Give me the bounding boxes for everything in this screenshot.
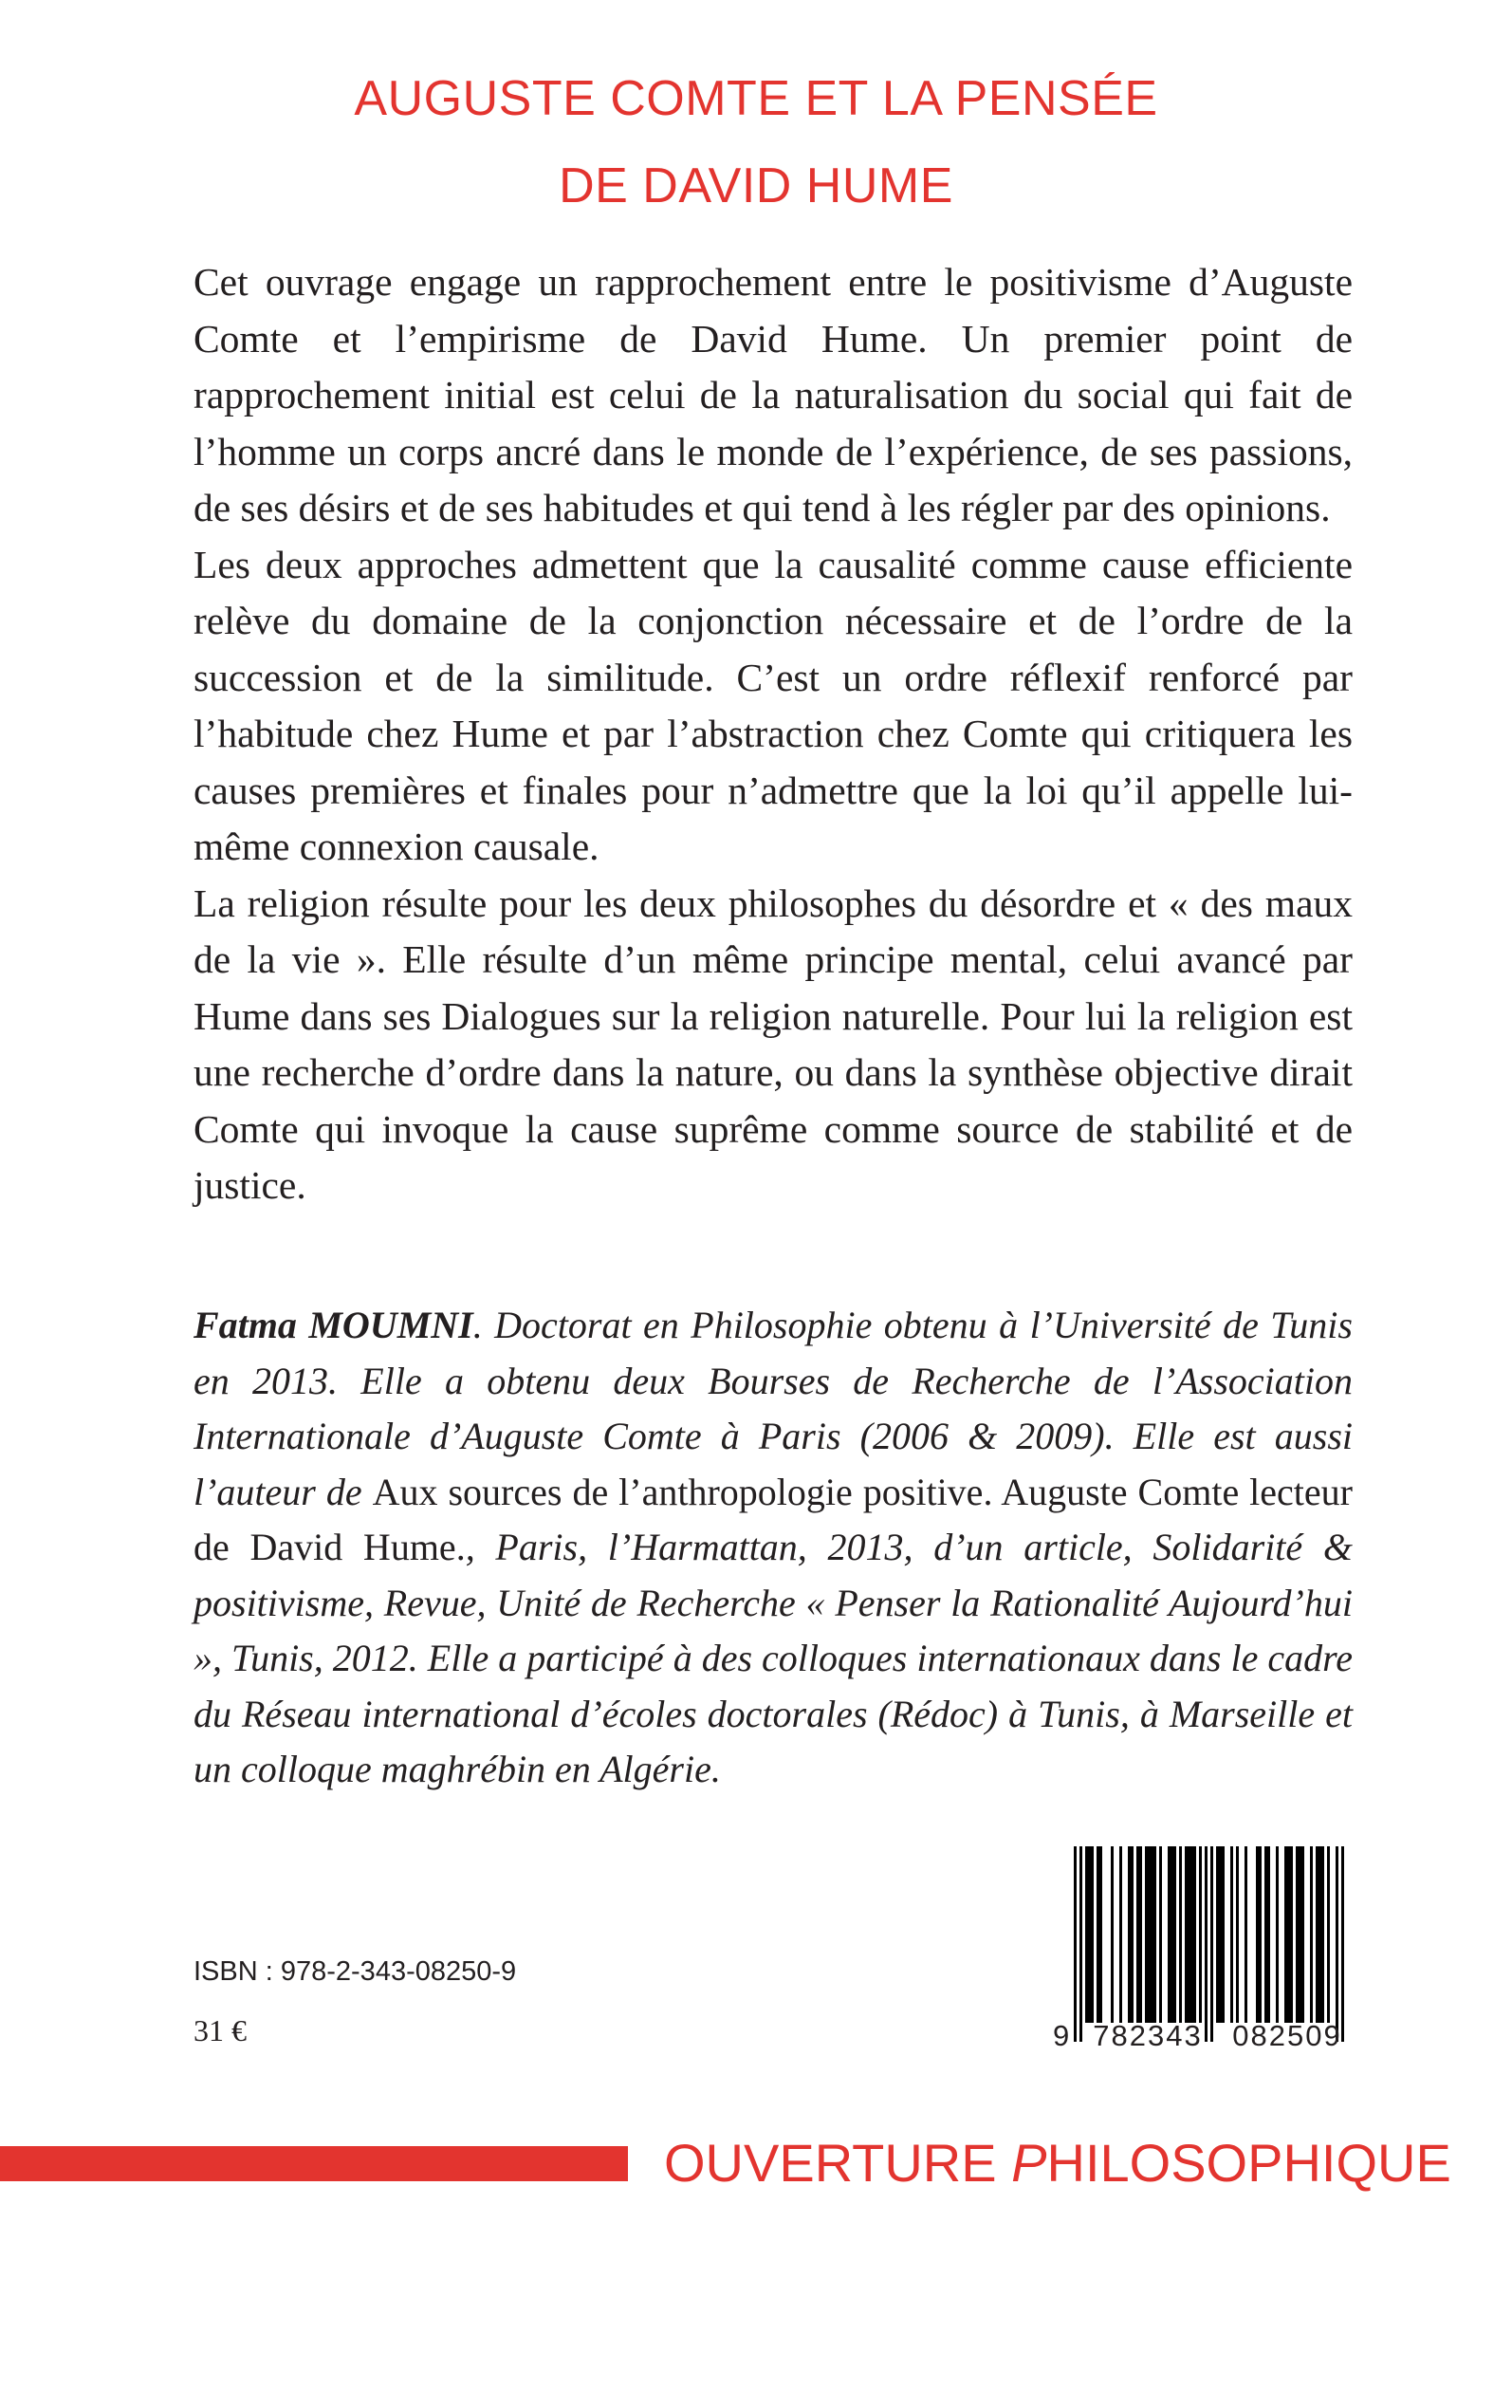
barcode-bar [1128, 1846, 1131, 2023]
barcode-bar [1316, 1846, 1318, 2023]
barcode-bar [1216, 1846, 1219, 2023]
summary-paragraph-2: Les deux approches admettent que la causalité comme cause efficiente relève du domaine de la conjonction nécessaire et de l’ordre de la succession et de la similitude. C’est un ordre réflexif renforcé par l’habitude chez Hume et par l’abstraction chez Comte qui critiquera les causes premières et finales pour n’admettre que la loi qu’il appelle lui-même connexion causale. [194, 542, 1353, 868]
barcode-bar [1327, 1846, 1330, 2023]
barcode-bar [1276, 1846, 1279, 2023]
barcode-bar [1310, 1846, 1313, 2023]
series-name [664, 2133, 1451, 2193]
barcode-bar [1193, 1846, 1196, 2023]
barcode-bar [1245, 1846, 1247, 2023]
isbn-label: ISBN : 978-2-343-08250-9 [194, 1956, 517, 1987]
series-name-part-1: OUVERTURE [664, 2133, 1012, 2193]
author-name: Fatma MOUMNI [194, 1304, 473, 1346]
bio-book-title: Aux sources de l’anthropologie positive. Auguste Comte lecteur de David Hume. [194, 1470, 1353, 1568]
barcode-bar [1256, 1846, 1259, 2023]
barcode-bar [1148, 1846, 1151, 2023]
series-name-part-2: P [1011, 2133, 1047, 2193]
barcode-group-2: 082509 [1232, 2019, 1342, 2052]
barcode-bar [1179, 1846, 1182, 2023]
barcode-bar [1153, 1846, 1156, 2023]
barcode-bar [1188, 1846, 1190, 2023]
barcode-bar [1168, 1846, 1171, 2023]
barcode-lead-digit: 9 [1053, 2019, 1072, 2052]
barcode-bar [1290, 1846, 1293, 2023]
barcode-bar [1318, 1846, 1321, 2023]
barcode-bar [1210, 1846, 1213, 2042]
barcode-bar [1171, 1846, 1173, 2023]
barcode-bar [1259, 1846, 1262, 2023]
book-title-line-2: DE DAVID HUME [559, 158, 953, 213]
barcode-bar [1159, 1846, 1162, 2023]
series-name-part-3: HILOSOPHIQUE [1046, 2133, 1451, 2193]
barcode-bar [1301, 1846, 1304, 2023]
barcode-bar [1296, 1846, 1299, 2023]
barcode-bar [1131, 1846, 1134, 2023]
author-bio [194, 1298, 1353, 1798]
barcode-bar [1264, 1846, 1267, 2023]
barcode-bar [1287, 1846, 1290, 2023]
barcode-bar [1173, 1846, 1176, 2023]
barcode-bar [1205, 1846, 1208, 2042]
barcode-bar [1079, 1846, 1082, 2042]
bio-text-part-2: , Paris, l’Harmattan, 2013, d’un article, Solidarité & positivisme, Revue, Unité de Recherche « Penser la Rationalité Aujourd’hui », Tunis, 2012. Elle a participé à des colloques internationaux dans le cadre du Réseau international d’écoles doctorales (Rédoc) à Tunis, à Marseille et un colloque maghrébin en Algérie. [194, 1526, 1353, 1790]
bio-text-part-1: . Doctorat en Philosophie obtenu à l’Université de Tunis en 2013. Elle a obtenu deux Bourses de Recherche de l’Association Internationale d’Auguste Comte à Paris (2006 & 2009). Elle est aussi l’auteur de [194, 1304, 1353, 1513]
barcode-bar [1267, 1846, 1270, 2023]
barcode-bar [1341, 1846, 1344, 2042]
barcode-bar [1097, 1846, 1099, 2023]
price-label: 31 € [194, 2013, 247, 2047]
book-title-line-1: AUGUSTE COMTE ET LA PENSÉE [354, 71, 1158, 126]
barcode-bar [1099, 1846, 1102, 2023]
barcode-bar [1222, 1846, 1225, 2023]
summary-paragraph-1: Cet ouvrage engage un rapprochement entre le positivisme d’Auguste Comte et l’empirisme de David Hume. Un premier point de rapprochement initial est celui de la naturalisation du social qui fait de l’homme un corps ancré dans le monde de l’expérience, de ses passions, de ses désirs et de ses habitudes et qui tend à les régler par des opinions. [194, 260, 1353, 529]
barcode-bar [1236, 1846, 1239, 2023]
barcode-bar [1111, 1846, 1114, 2023]
barcode-bar [1074, 1846, 1077, 2042]
barcode-bar [1085, 1846, 1088, 2023]
barcode-bar [1139, 1846, 1142, 2023]
barcode-bar [1336, 1846, 1338, 2042]
barcode-bar [1091, 1846, 1094, 2023]
barcode-bar [1190, 1846, 1193, 2023]
barcode-bar [1145, 1846, 1148, 2023]
barcode-bar [1185, 1846, 1188, 2023]
barcode-bar [1088, 1846, 1091, 2023]
barcode-digits [1053, 2021, 1356, 2050]
barcode-bar [1284, 1846, 1287, 2023]
summary-text [194, 254, 1353, 1214]
barcode-group-1: 782343 [1093, 2019, 1203, 2052]
barcode-bar [1299, 1846, 1301, 2023]
barcode-bar [1151, 1846, 1153, 2023]
series-accent-bar [0, 2146, 628, 2181]
barcode-bar [1321, 1846, 1324, 2023]
summary-paragraph-3: La religion résulte pour les deux philosophes du désordre et « des maux de la vie ». Elle résulte d’un même principe mental, celui avancé par Hume dans ses Dialogues sur la religion naturelle. Pour lui la religion est une recherche d’ordre dans la nature, ou dans la synthèse objective dirait Comte qui invoque la cause suprême comme source de stabilité et de justice. [194, 880, 1353, 1207]
barcode-bar [1136, 1846, 1139, 2023]
barcode-bar [1119, 1846, 1122, 2023]
barcode-bar [1230, 1846, 1233, 2023]
barcode-bar [1199, 1846, 1202, 2023]
barcode-bar [1219, 1846, 1222, 2023]
